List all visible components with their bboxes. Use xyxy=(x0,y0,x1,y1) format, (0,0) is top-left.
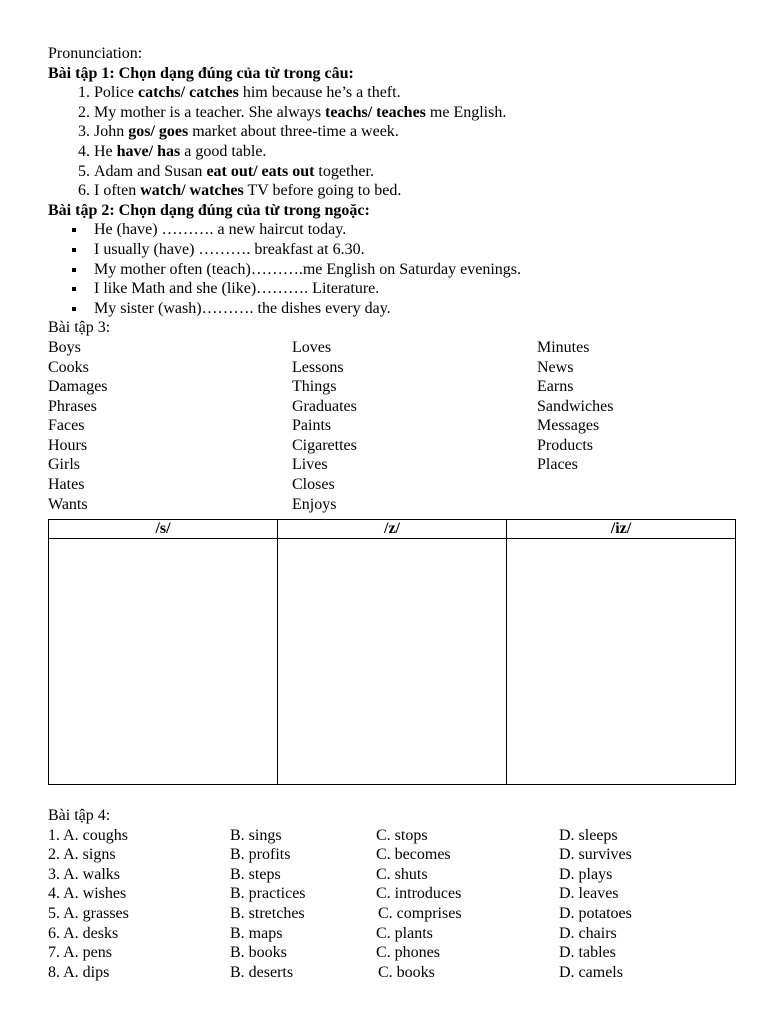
option-c: C. books xyxy=(378,963,435,981)
word: Messages xyxy=(537,417,600,435)
option-a: 5. A. grasses xyxy=(48,904,129,922)
word: Enjoys xyxy=(292,495,337,513)
option-d: D. plays xyxy=(559,865,613,883)
exercise-1-item: 6. I often watch/ watches TV before going to bed. xyxy=(94,181,738,201)
option-d: D. survives xyxy=(559,846,632,864)
option-a: 2. A. signs xyxy=(48,846,116,864)
answer-cell-z[interactable] xyxy=(278,539,507,785)
question-row xyxy=(48,963,738,983)
option-d: D. sleeps xyxy=(559,826,618,844)
option-c: C. comprises xyxy=(378,904,462,922)
worksheet xyxy=(48,44,738,514)
word: Hours xyxy=(48,436,88,454)
exercise-2-item: He (have) ………. a new haircut today. xyxy=(48,220,738,240)
exercise-1-title: Bài tập 1: Chọn dạng đúng của từ trong câu: xyxy=(48,64,354,82)
option-a: 4. A. wishes xyxy=(48,885,127,903)
exercise-2-item: My sister (wash)………. the dishes every day. xyxy=(48,299,738,319)
table-header-row xyxy=(49,520,736,539)
bullet-square-icon xyxy=(72,248,76,252)
option-a: 7. A. pens xyxy=(48,944,112,962)
question-row xyxy=(48,845,738,865)
word: Cooks xyxy=(48,358,89,376)
option-c: C. becomes xyxy=(376,846,451,864)
word: Girls xyxy=(48,456,80,474)
option-d: D. camels xyxy=(559,963,623,981)
word: Paints xyxy=(292,417,332,435)
exercise-1-list xyxy=(48,83,738,201)
option-b: B. deserts xyxy=(230,963,294,981)
option-c: C. shuts xyxy=(376,865,428,883)
option-c: C. stops xyxy=(376,826,428,844)
answer-cell-s[interactable] xyxy=(49,539,278,785)
option-d: D. chairs xyxy=(559,924,617,942)
option-b: B. practices xyxy=(230,885,306,903)
table-answer-row xyxy=(49,539,736,785)
word: Earns xyxy=(537,378,574,396)
option-b: B. sings xyxy=(230,826,282,844)
question-row xyxy=(48,826,738,846)
word: Faces xyxy=(48,417,85,435)
exercise-4-title: Bài tập 4: xyxy=(48,807,111,824)
answer-cell-iz[interactable] xyxy=(507,539,736,785)
bullet-square-icon xyxy=(72,228,76,232)
exercise-1-item: 4. He have/ has a good table. xyxy=(94,142,738,162)
question-row xyxy=(48,924,738,944)
word: Hates xyxy=(48,476,85,494)
exercise-2-list xyxy=(48,220,738,318)
option-a: 3. A. walks xyxy=(48,865,120,883)
exercise-4 xyxy=(48,806,738,982)
bullet-square-icon xyxy=(72,307,76,311)
question-row xyxy=(48,943,738,963)
option-c: C. plants xyxy=(376,924,433,942)
question-row xyxy=(48,865,738,885)
column-header-iz: /iz/ xyxy=(507,520,736,539)
word: Things xyxy=(292,378,337,396)
word: Loves xyxy=(292,338,332,356)
sound-sorting-table xyxy=(48,519,736,785)
exercise-2-title: Bài tập 2: Chọn dạng đúng của từ trong ngoặc: xyxy=(48,201,370,219)
word: Lives xyxy=(292,456,328,474)
option-a: 6. A. desks xyxy=(48,924,119,942)
option-b: B. steps xyxy=(230,865,281,883)
word: Boys xyxy=(48,338,81,356)
word-column-1 xyxy=(48,338,108,514)
exercise-2-item: My mother often (teach)……….me English on Saturday evenings. xyxy=(48,260,738,280)
word: Phrases xyxy=(48,397,97,415)
option-d: D. tables xyxy=(559,944,616,962)
word-column-3 xyxy=(537,338,613,475)
bullet-square-icon xyxy=(72,287,76,291)
question-row xyxy=(48,884,738,904)
word: Lessons xyxy=(292,358,344,376)
word: News xyxy=(537,358,574,376)
option-a: 8. A. dips xyxy=(48,963,110,981)
option-b: B. stretches xyxy=(230,904,305,922)
word: Products xyxy=(537,436,593,454)
word-column-2 xyxy=(292,338,357,514)
bullet-square-icon xyxy=(72,268,76,272)
option-b: B. profits xyxy=(230,846,291,864)
option-b: B. maps xyxy=(230,924,283,942)
option-b: B. books xyxy=(230,944,287,962)
exercise-1-item: 3. John gos/ goes market about three-time a week. xyxy=(94,122,738,142)
page-heading: Pronunciation: xyxy=(48,45,143,62)
exercise-2-item: I like Math and she (like)………. Literature. xyxy=(48,279,738,299)
word: Closes xyxy=(292,476,335,494)
column-header-s: /s/ xyxy=(49,520,278,539)
question-row xyxy=(48,904,738,924)
exercise-1-item: 2. My mother is a teacher. She always teachs/ teaches me English. xyxy=(94,103,738,123)
word: Cigarettes xyxy=(292,436,357,454)
word: Sandwiches xyxy=(537,397,614,415)
exercise-1-item: 1. Police catchs/ catches him because he’s a theft. xyxy=(94,83,738,103)
option-c: C. phones xyxy=(376,944,440,962)
exercise-3-word-list xyxy=(48,338,738,514)
word: Places xyxy=(537,456,578,474)
word: Minutes xyxy=(537,338,590,356)
option-a: 1. A. coughs xyxy=(48,826,128,844)
exercise-1-item: 5. Adam and Susan eat out/ eats out together. xyxy=(94,162,738,182)
option-d: D. potatoes xyxy=(559,904,632,922)
option-d: D. leaves xyxy=(559,885,619,903)
exercise-2-item: I usually (have) ………. breakfast at 6.30. xyxy=(48,240,738,260)
word: Damages xyxy=(48,378,108,396)
word: Wants xyxy=(48,495,88,513)
word: Graduates xyxy=(292,397,357,415)
exercise-3-title: Bài tập 3: xyxy=(48,319,111,337)
column-header-z: /z/ xyxy=(278,520,507,539)
option-c: C. introduces xyxy=(376,885,462,903)
